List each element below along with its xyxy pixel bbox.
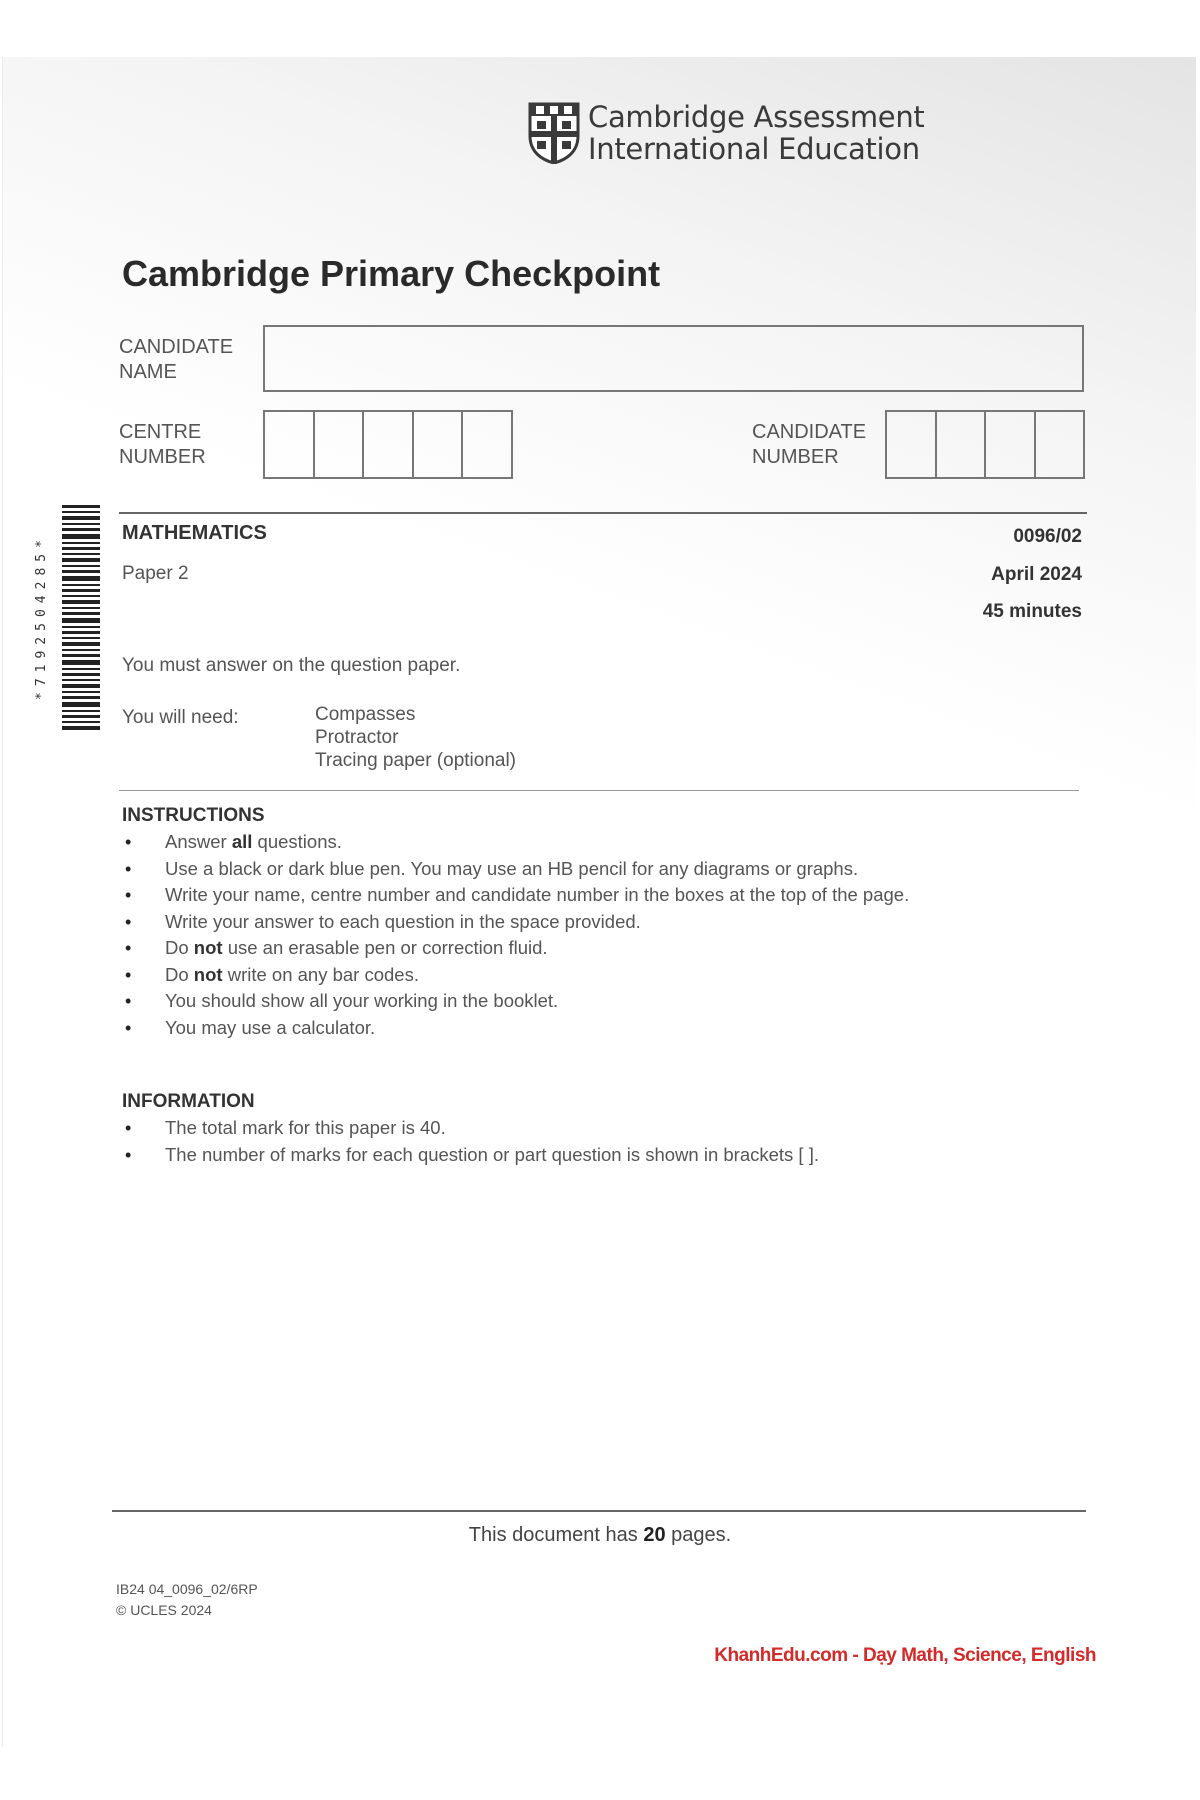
centre-number-digit-box[interactable] (414, 412, 464, 477)
bullet-icon: • (125, 964, 132, 985)
list-item: • Answer all questions. (122, 829, 909, 856)
list-item: • The number of marks for each question or part question is shown in brackets [ ]. (122, 1142, 819, 1169)
bullet-icon: • (125, 911, 132, 932)
candidate-name-field[interactable] (263, 325, 1084, 392)
list-item: • You should show all your working in the booklet. (122, 988, 909, 1015)
candidate-number-field[interactable] (885, 410, 1085, 479)
information-heading: INFORMATION (122, 1091, 255, 1112)
list-item: • Do not write on any bar codes. (122, 962, 909, 989)
copyright-text: © UCLES 2024 (116, 1602, 212, 1618)
bullet-icon: • (125, 1017, 132, 1038)
watermark-text: KhanhEdu.com - Dạy Math, Science, English (714, 1645, 1096, 1666)
equipment-item: Compasses (315, 704, 416, 725)
list-item: • Write your name, centre number and candidate number in the boxes at the top of the page. (122, 882, 909, 909)
list-item: • The total mark for this paper is 40. (122, 1115, 819, 1142)
top-divider (119, 512, 1087, 514)
centre-number-field[interactable] (263, 410, 513, 479)
exam-session: April 2024 (991, 564, 1082, 585)
list-item: • You may use a calculator. (122, 1015, 909, 1042)
centre-number-digit-box[interactable] (315, 412, 365, 477)
syllabus-code: 0096/02 (1013, 526, 1082, 547)
candidate-number-digit-box[interactable] (937, 412, 987, 477)
exam-duration: 45 minutes (982, 601, 1082, 622)
bullet-icon: • (125, 1118, 132, 1138)
instructions-list (122, 829, 909, 1041)
logo-line-1: Cambridge Assessment (588, 100, 925, 134)
page-count: 20 (643, 1524, 666, 1546)
paper-number: Paper 2 (122, 563, 189, 584)
list-item: • Use a black or dark blue pen. You may use an HB pencil for any diagrams or graphs. (122, 856, 909, 883)
bullet-icon: • (125, 991, 132, 1011)
equipment-item: Protractor (315, 727, 399, 748)
logo-line-2: International Education (588, 132, 920, 166)
barcode-icon (62, 505, 100, 730)
list-item: • Do not use an erasable pen or correction fluid. (122, 935, 909, 962)
bullet-icon: • (125, 938, 132, 958)
answer-note: You must answer on the question paper. (122, 655, 461, 676)
equipment-item: Tracing paper (optional) (315, 750, 517, 771)
information-list (122, 1115, 819, 1168)
bullet-icon: • (125, 1144, 132, 1165)
bullet-icon: • (125, 858, 132, 879)
instructions-heading: INSTRUCTIONS (122, 805, 265, 826)
document-code: IB24 04_0096_02/6RP (116, 1581, 258, 1597)
equipment-list (315, 703, 516, 772)
candidate-number-digit-box[interactable] (887, 412, 937, 477)
centre-number-label: CENTRE NUMBER (119, 421, 206, 468)
bullet-icon: • (125, 832, 132, 852)
candidate-name-label: CANDIDATE NAME (119, 336, 234, 383)
candidate-number-digit-box[interactable] (986, 412, 1036, 477)
barcode-number: *7192504285* (34, 534, 49, 700)
subject-name: MATHEMATICS (122, 522, 267, 544)
centre-number-digit-box[interactable] (463, 412, 511, 477)
page-title: Cambridge Primary Checkpoint (122, 253, 661, 294)
page-count-note: This document has 20 pages. (468, 1524, 732, 1546)
candidate-number-label: CANDIDATE NUMBER (752, 421, 867, 468)
cambridge-shield-icon (528, 102, 580, 164)
centre-number-digit-box[interactable] (265, 412, 315, 477)
list-item: • Write your answer to each question in the space provided. (122, 909, 909, 936)
cambridge-logo (528, 100, 925, 166)
bullet-icon: • (125, 885, 132, 905)
footer-divider (112, 1510, 1086, 1512)
centre-number-digit-box[interactable] (364, 412, 414, 477)
instructions-divider (119, 790, 1079, 791)
candidate-number-digit-box[interactable] (1036, 412, 1084, 477)
equipment-label: You will need: (122, 707, 239, 728)
